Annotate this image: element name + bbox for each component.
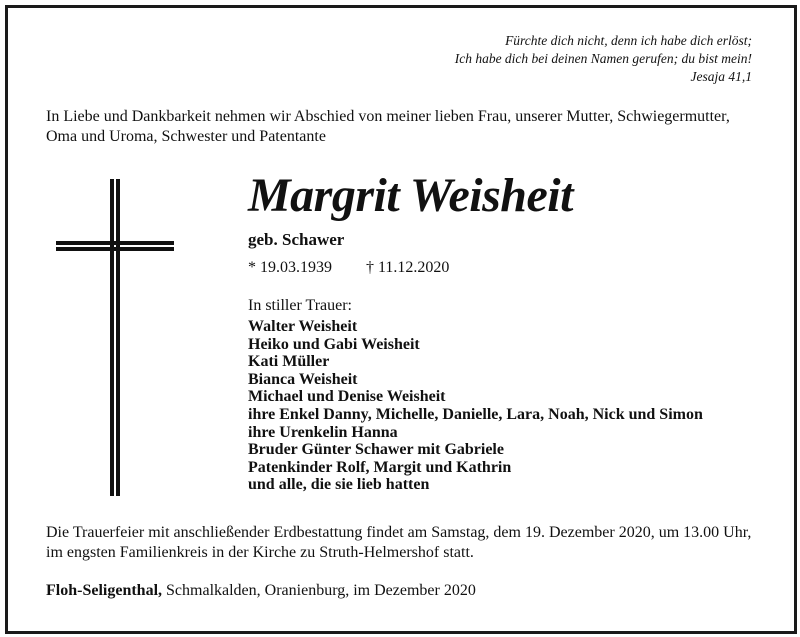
mourner-item: Michael und Denise Weisheit xyxy=(248,388,446,406)
mourner-item: Kati Müller xyxy=(248,353,330,371)
mourner-item: und alle, die sie lieb hatten xyxy=(248,476,430,494)
cross-icon xyxy=(56,179,174,496)
quote-source: Jesaja 41,1 xyxy=(690,69,752,84)
place-rest: Schmalkalden, Oranienburg, im Dezember 2020 xyxy=(162,582,476,599)
bible-quote xyxy=(455,32,752,86)
mourner-item: Bianca Weisheit xyxy=(248,370,358,388)
funeral-service-text: Die Trauerfeier mit anschließender Erdbestattung findet am Samstag, dem 19. Dezember 2020, um 13.00 Uhr, im engsten Familienkreis in der Kirche zu Struth-Helmershof statt. xyxy=(46,524,752,561)
death-date: † 11.12.2020 xyxy=(366,259,450,276)
intro-text: In Liebe und Dankbarkeit nehmen wir Abschied von meiner lieben Frau, unserer Mutter, Schwiegermutter, Oma und Uroma, Schwester und Patentante xyxy=(46,108,730,145)
mourner-item: Patenkinder Rolf, Margit und Kathrin xyxy=(248,458,512,476)
mourner-item: Heiko und Gabi Weisheit xyxy=(248,335,420,353)
deceased-name: Margrit Weisheit xyxy=(248,169,573,222)
place-main: Floh-Seligenthal, xyxy=(46,582,163,599)
mourners-list xyxy=(248,318,703,494)
mourners-heading: In stiller Trauer: xyxy=(248,297,352,314)
birth-name: geb. Schawer xyxy=(248,230,345,249)
life-dates xyxy=(248,259,449,277)
mourner-item: Bruder Günter Schawer mit Gabriele xyxy=(248,441,504,459)
birth-date: * 19.03.1939 xyxy=(248,259,332,276)
mourner-item: Walter Weisheit xyxy=(248,318,358,335)
place-date-line xyxy=(46,582,476,600)
mourner-item: ihre Urenkelin Hanna xyxy=(248,423,398,441)
mourner-item: ihre Enkel Danny, Michelle, Danielle, Lara, Noah, Nick und Simon xyxy=(248,405,703,423)
quote-line-2: Ich habe dich bei deinen Namen gerufen; du bist mein! xyxy=(454,51,752,66)
quote-line-1: Fürchte dich nicht, denn ich habe dich erlöst; xyxy=(505,33,752,48)
